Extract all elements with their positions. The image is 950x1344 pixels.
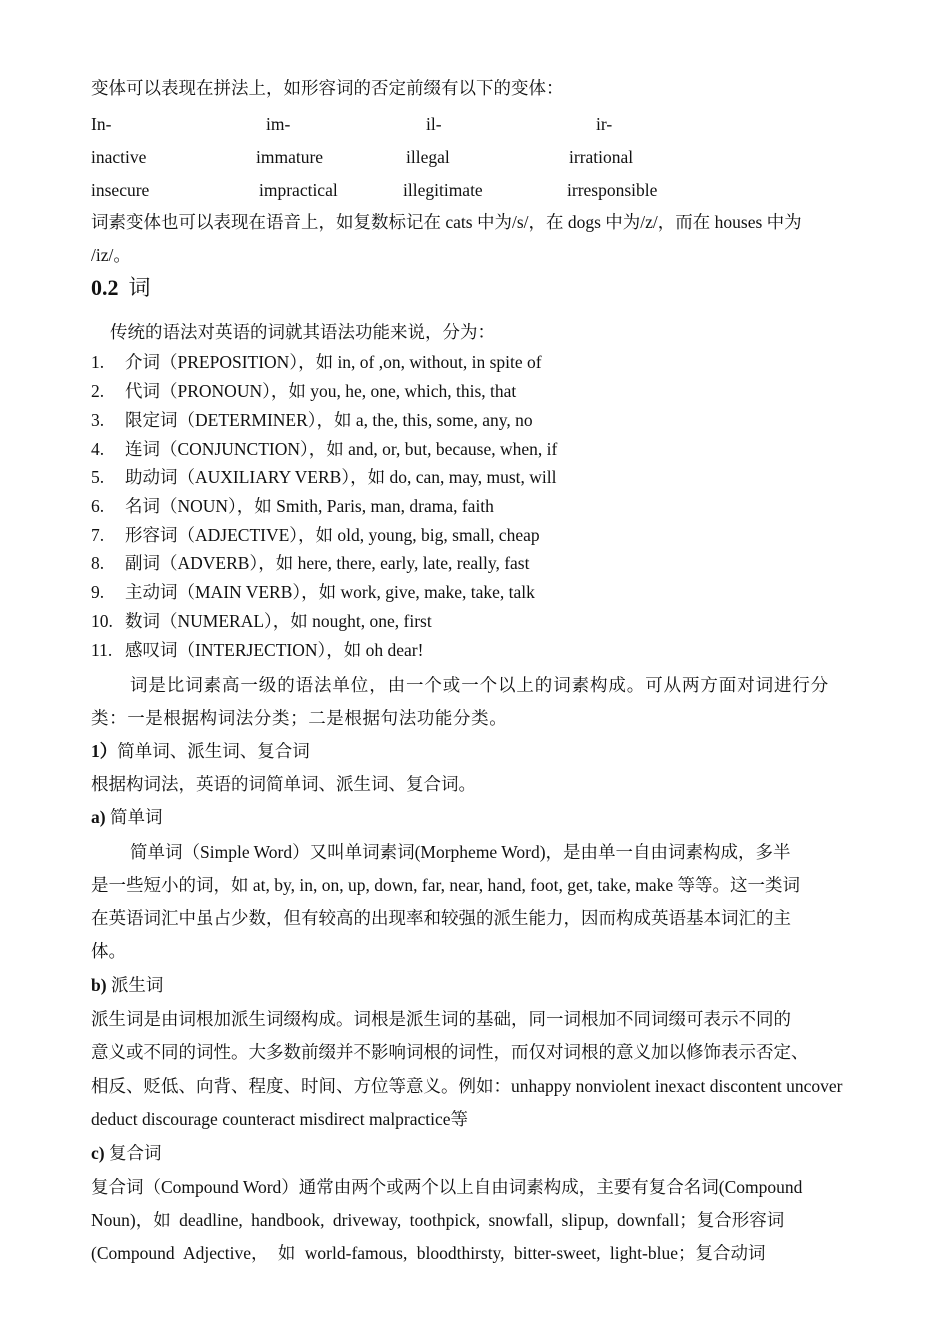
prefix-header-ir: ir- [596,114,613,134]
paragraph-line: 是一些短小的词，如 at, by, in, on, up, down, far, near, hand, foot, get, take, make 等等。这一类词 [91,875,801,895]
prefix-header-in: In- [91,114,112,134]
subsection-title: 复合词 [108,1143,162,1163]
list-text: 副词（ADVERB），如 here, there, early, late, really, fast [125,553,530,573]
section-heading [91,273,151,303]
table-cell: irrational [569,147,634,167]
subsection-heading [91,739,310,763]
list-text: 主动词（MAIN VERB），如 work, give, make, take, talk [125,582,535,602]
list-number: 3. [91,410,105,430]
paragraph-line: 简单词（Simple Word）又叫单词素词(Morpheme Word)，是由单一自由词素构成，多半 [130,842,791,862]
phonetic-line: 词素变体也可以表现在语音上，如复数标记在 cats 中为/s/，在 dogs 中为/z/，而在 houses 中为 [91,212,802,232]
paragraph-line: 相反、贬低、向背、程度、时间、方位等意义。例如：unhappy nonviolent inexact discontent uncover [91,1076,843,1096]
list-text: 感叹词（INTERJECTION），如 oh dear! [125,640,424,660]
subsection-title: 简单词、派生词、复合词 [117,741,310,761]
list-text: 连词（CONJUNCTION），如 and, or, but, because, when, if [125,439,558,459]
list-number: 6. [91,496,105,516]
list-item [91,523,540,547]
list-item [91,494,494,518]
paragraph-line: deduct discourage counteract misdirect malpractice等 [91,1109,469,1129]
list-item [91,350,542,374]
list-number: 9. [91,582,105,602]
subsection-title: 派生词 [110,975,164,995]
list-text: 介词（PREPOSITION），如 in, of ,on, without, in spite of [125,352,542,372]
paragraph-line: 意义或不同的词性。大多数前缀并不影响词根的词性，而仅对词根的意义加以修饰表示否定、 [91,1042,809,1062]
list-number: 5. [91,467,105,487]
paragraph-line: Noun)，如 deadline, handbook, driveway, toothpick, snowfall, slipup, downfall；复合形容词 [91,1210,785,1230]
section-title: 词 [128,275,151,300]
list-item [91,465,556,489]
table-cell: inactive [91,147,147,167]
list-item [91,638,423,662]
table-cell: illegitimate [403,180,483,200]
paragraph-line: 复合词（Compound Word）通常由两个或两个以上自由词素构成，主要有复合名词(Compound [91,1177,803,1197]
phonetic-line-end: /iz/。 [91,245,131,265]
list-item [91,379,516,403]
table-cell: immature [256,147,324,167]
list-number: 4. [91,439,105,459]
paragraph-line: 在英语词汇中虽占少数，但有较高的出现率和较强的派生能力，因而构成英语基本词汇的主 [91,908,791,928]
list-text: 限定词（DETERMINER），如 a, the, this, some, any, no [125,410,533,430]
list-text: 代词（PRONOUN），如 you, he, one, which, this, that [125,381,517,401]
list-number: 10. [91,611,113,631]
subsection-marker: a) [91,807,106,827]
table-cell: impractical [259,180,338,200]
list-text: 名词（NOUN），如 Smith, Paris, man, drama, faith [125,496,494,516]
list-number: 8. [91,553,105,573]
list-item [91,437,557,461]
list-number: 2. [91,381,105,401]
table-cell: illegal [406,147,450,167]
list-text: 助动词（AUXILIARY VERB），如 do, can, may, must, will [125,467,557,487]
subsection-marker: 1） [91,741,118,761]
table-cell: irresponsible [567,180,658,200]
prefix-header-il: il- [426,114,442,134]
paragraph-line: (Compound Adjective， 如 world-famous, bloodthirsty, bitter-sweet, light-blue；复合动词 [91,1243,766,1263]
list-item [91,580,535,604]
section-number: 0.2 [91,275,119,300]
classification-intro: 传统的语法对英语的词就其语法功能来说，分为： [110,322,495,342]
paragraph-line: 体。 [91,941,126,961]
subsection-marker: b) [91,975,107,995]
list-item [91,551,529,575]
table-cell: insecure [91,180,150,200]
subsection-title: 简单词 [109,807,163,827]
subsection-a-heading [91,805,162,829]
word-definition: 词是比词素高一级的语法单位，由一个或一个以上的词素构成。可从两方面对词进行分 [130,675,830,695]
list-number: 7. [91,525,105,545]
list-number: 1. [91,352,105,372]
intro-line: 变体可以表现在拼法上，如形容词的否定前缀有以下的变体： [91,78,564,98]
list-text: 数词（NUMERAL），如 nought, one, first [125,611,432,631]
list-number: 11. [91,640,113,660]
prefix-header-im: im- [266,114,291,134]
subsection-intro: 根据构词法，英语的词简单词、派生词、复合词。 [91,774,476,794]
subsection-c-heading [91,1141,161,1165]
paragraph-line: 派生词是由词根加派生词缀构成。词根是派生词的基础，同一词根加不同词缀可表示不同的 [91,1009,791,1029]
word-definition-cont: 类：一是根据构词法分类；二是根据句法功能分类。 [91,708,508,728]
subsection-b-heading [91,973,163,997]
list-item [91,408,533,432]
list-text: 形容词（ADJECTIVE），如 old, young, big, small, cheap [125,525,540,545]
list-item [91,609,432,633]
subsection-marker: c) [91,1143,105,1163]
